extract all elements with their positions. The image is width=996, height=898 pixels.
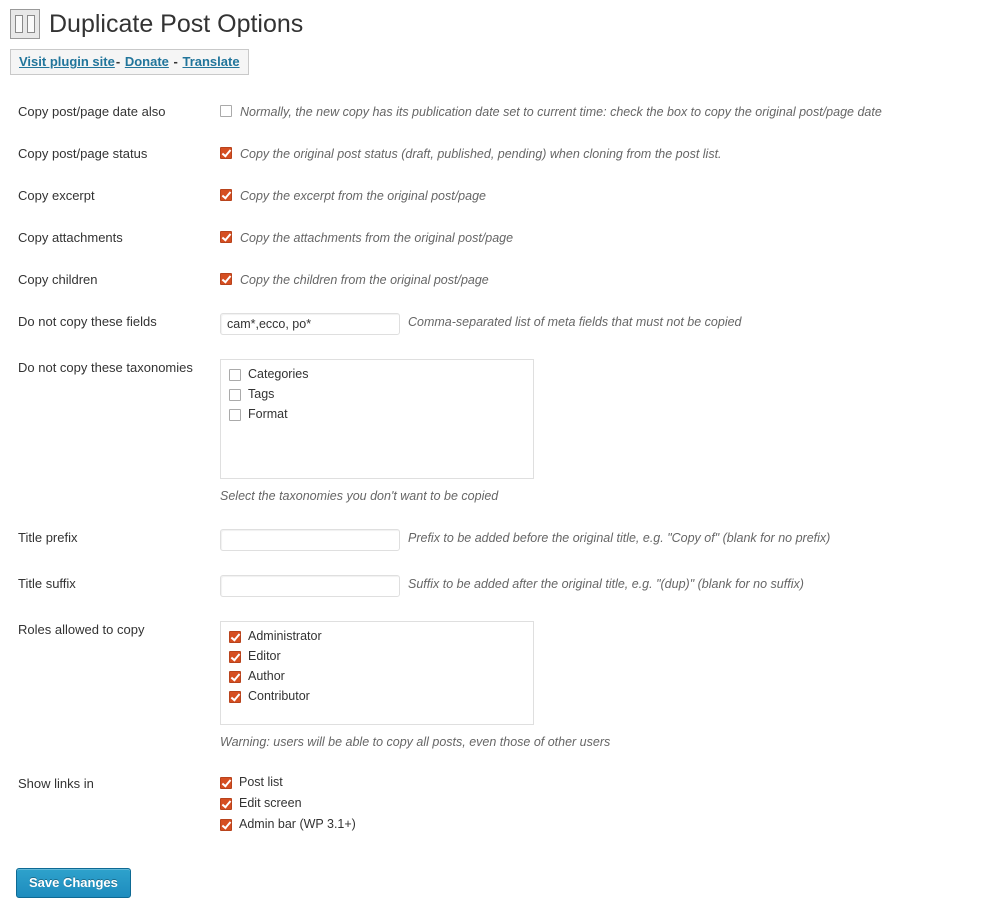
show-links-option-edit-screen[interactable] [220, 796, 976, 811]
role-label-author: Author [248, 669, 285, 683]
role-option-administrator[interactable] [229, 629, 525, 644]
row-title-suffix [0, 563, 986, 609]
desc-copy-status: Copy the original post status (draft, published, pending) when cloning from the post list. [240, 147, 722, 161]
label-copy-attachments: Copy attachments [18, 230, 123, 245]
row-title-prefix [0, 517, 986, 563]
taxonomies-list[interactable] [220, 359, 534, 479]
skip-fields-input[interactable] [220, 313, 400, 335]
checkbox-copy-status[interactable] [220, 147, 232, 159]
role-option-contributor[interactable] [229, 689, 525, 704]
link-separator-2: - [173, 54, 178, 69]
checkbox-taxonomy-categories[interactable] [229, 369, 241, 381]
duplicate-post-icon [10, 9, 40, 39]
desc-copy-excerpt: Copy the excerpt from the original post/page [240, 189, 486, 203]
checkbox-taxonomy-tags[interactable] [229, 389, 241, 401]
show-links-list [220, 775, 976, 832]
label-skip-fields: Do not copy these fields [18, 314, 157, 329]
label-show-links: Show links in [18, 776, 94, 791]
row-copy-date [0, 91, 986, 133]
show-links-option-post-list[interactable] [220, 775, 976, 790]
title-prefix-input[interactable] [220, 529, 400, 551]
row-roles [0, 609, 986, 763]
show-links-label-post-list: Post list [239, 775, 283, 789]
title-suffix-input[interactable] [220, 575, 400, 597]
label-title-suffix: Title suffix [18, 576, 76, 591]
checkbox-copy-date[interactable] [220, 105, 232, 117]
donate-link[interactable]: Donate [124, 54, 169, 69]
checkbox-show-links-post-list[interactable] [220, 777, 232, 789]
label-roles: Roles allowed to copy [18, 622, 145, 637]
row-skip-taxonomies [0, 347, 986, 517]
label-copy-date: Copy post/page date also [18, 104, 166, 119]
desc-skip-fields: Comma-separated list of meta fields that must not be copied [408, 315, 742, 329]
desc-title-suffix: Suffix to be added after the original title, e.g. "(dup)" (blank for no suffix) [408, 577, 804, 591]
show-links-label-edit-screen: Edit screen [239, 796, 302, 810]
checkbox-role-editor[interactable] [229, 651, 241, 663]
roles-list[interactable] [220, 621, 534, 725]
translate-link[interactable]: Translate [182, 54, 240, 69]
desc-copy-attachments: Copy the attachments from the original post/page [240, 231, 514, 245]
note-roles: Warning: users will be able to copy all posts, even those of other users [220, 735, 611, 749]
page-header [0, 0, 996, 40]
row-skip-fields [0, 301, 986, 347]
desc-copy-children: Copy the children from the original post/page [240, 273, 489, 287]
show-links-option-admin-bar[interactable] [220, 817, 976, 832]
role-label-contributor: Contributor [248, 689, 310, 703]
submit-area [0, 850, 996, 898]
plugin-links-bar [10, 49, 249, 75]
checkbox-show-links-edit-screen[interactable] [220, 798, 232, 810]
show-links-label-admin-bar: Admin bar (WP 3.1+) [239, 817, 356, 831]
options-form-table [0, 91, 986, 850]
row-copy-excerpt [0, 175, 986, 217]
role-option-editor[interactable] [229, 649, 525, 664]
row-show-links [0, 763, 986, 850]
page-title: Duplicate Post Options [49, 10, 304, 38]
label-title-prefix: Title prefix [18, 530, 78, 545]
taxonomy-option-categories[interactable] [229, 367, 525, 382]
row-copy-status [0, 133, 986, 175]
role-label-editor: Editor [248, 649, 281, 663]
taxonomy-label-categories: Categories [248, 367, 309, 381]
role-option-author[interactable] [229, 669, 525, 684]
taxonomy-label-tags: Tags [248, 387, 275, 401]
label-copy-children: Copy children [18, 272, 98, 287]
checkbox-copy-children[interactable] [220, 273, 232, 285]
note-skip-taxonomies: Select the taxonomies you don't want to be copied [220, 489, 499, 503]
save-changes-button[interactable]: Save Changes [16, 868, 131, 898]
checkbox-role-author[interactable] [229, 671, 241, 683]
row-copy-children [0, 259, 986, 301]
label-copy-status: Copy post/page status [18, 146, 148, 161]
checkbox-role-administrator[interactable] [229, 631, 241, 643]
desc-copy-date: Normally, the new copy has its publication date set to current time: check the box to copy the original post/page date [240, 105, 882, 119]
role-label-administrator: Administrator [248, 629, 322, 643]
checkbox-role-contributor[interactable] [229, 691, 241, 703]
checkbox-copy-attachments[interactable] [220, 231, 232, 243]
taxonomy-option-tags[interactable] [229, 387, 525, 402]
label-copy-excerpt: Copy excerpt [18, 188, 95, 203]
label-skip-taxonomies: Do not copy these taxonomies [18, 360, 193, 375]
visit-plugin-site-link[interactable]: Visit plugin site [19, 54, 115, 69]
taxonomy-option-format[interactable] [229, 407, 525, 422]
taxonomy-label-format: Format [248, 407, 288, 421]
desc-title-prefix: Prefix to be added before the original title, e.g. "Copy of" (blank for no prefix) [408, 531, 831, 545]
link-separator-1: - [115, 54, 121, 69]
row-copy-attachments [0, 217, 986, 259]
checkbox-taxonomy-format[interactable] [229, 409, 241, 421]
checkbox-show-links-admin-bar[interactable] [220, 819, 232, 831]
checkbox-copy-excerpt[interactable] [220, 189, 232, 201]
